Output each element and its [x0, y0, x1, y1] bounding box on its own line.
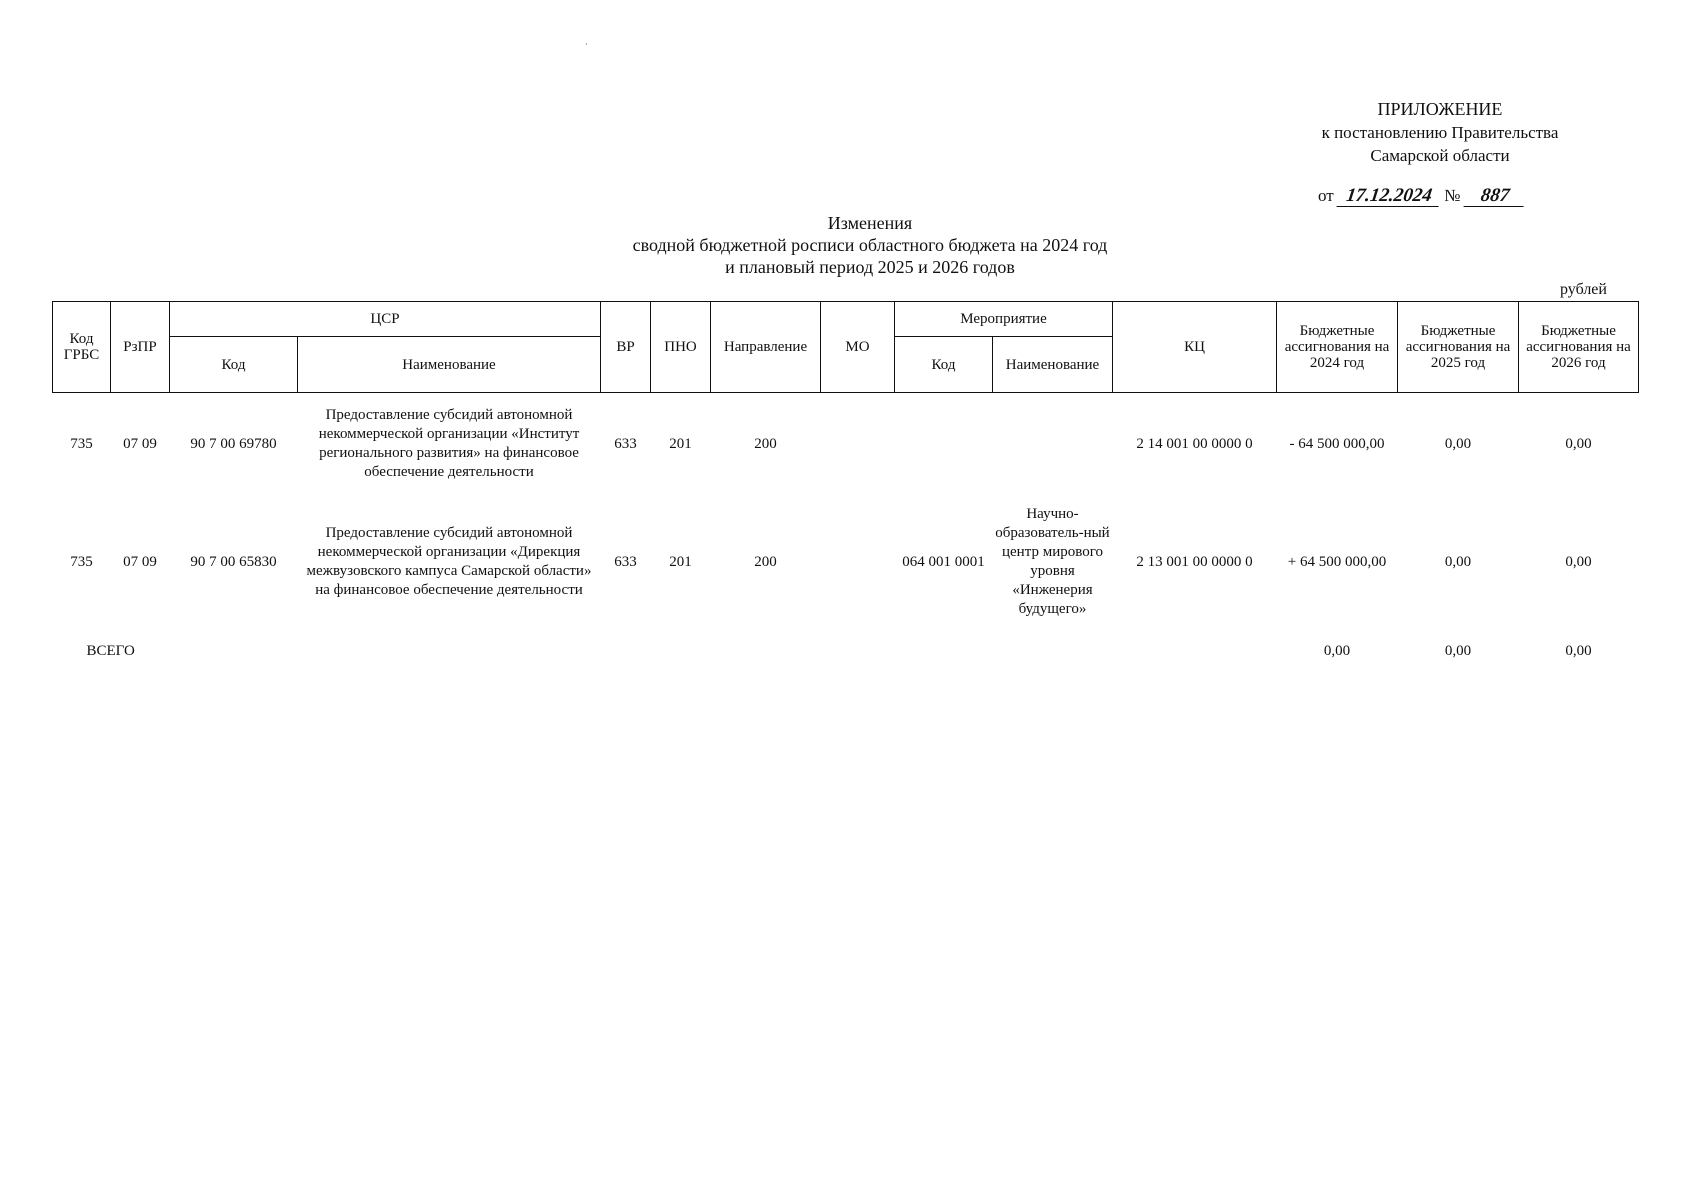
- cell-grbs: 735: [70, 435, 93, 452]
- total-budget-2025: 0,00: [1444, 642, 1472, 659]
- cell-budget-2025: 0,00: [1444, 553, 1472, 570]
- cell-vr: 633: [614, 435, 637, 452]
- header-csr-name: Наименование: [298, 337, 601, 393]
- total-budget-2026: 0,00: [1565, 642, 1592, 659]
- header-direction: Направление: [711, 302, 821, 393]
- header-budget-2026: Бюджетные ассигнования на 2026 год: [1519, 302, 1639, 393]
- cell-event-code: [895, 401, 993, 487]
- resolution-line: [1318, 186, 1525, 207]
- header-vr: ВР: [601, 302, 651, 393]
- header-pno: ПНО: [651, 302, 711, 393]
- cell-budget-2025: 0,00: [1444, 435, 1472, 452]
- appendix-title: ПРИЛОЖЕНИЕ: [1377, 99, 1503, 119]
- appendix-subtitle: к постановлению Правительства: [1321, 123, 1559, 142]
- cell-csr-code: 90 7 00 69780: [190, 435, 277, 452]
- title-line-3: и плановый период 2025 и 2026 годов: [725, 257, 1015, 277]
- budget-changes-table: [52, 301, 1639, 665]
- header-grbs: Код ГРБС: [53, 302, 111, 393]
- cell-vr: 633: [614, 553, 637, 570]
- cell-direction: 200: [754, 435, 777, 452]
- cell-budget-2024: - 64 500 000,00: [1289, 435, 1385, 452]
- table-row: [53, 487, 1639, 637]
- cell-csr-name: Предоставление субсидий автономной некоммерческой организации «Институт регионального развития» на финансовое обеспечение деятельности: [318, 407, 580, 480]
- handwritten-number: 887: [1463, 186, 1526, 207]
- cell-grbs: 735: [70, 553, 93, 570]
- header-rzpr: РзПР: [111, 302, 170, 393]
- cell-pno: 201: [669, 435, 692, 452]
- cell-budget-2026: 0,00: [1565, 435, 1592, 452]
- cell-rzpr: 07 09: [123, 435, 157, 452]
- handwritten-date: 17.12.2024: [1336, 186, 1441, 207]
- cell-kc: 2 13 001 00 0000 0: [1136, 553, 1253, 570]
- total-label: ВСЕГО: [86, 642, 135, 659]
- cell-direction: 200: [754, 553, 777, 570]
- cell-event-name: [993, 401, 1113, 487]
- number-prefix: №: [1444, 186, 1461, 205]
- header-csr-code: Код: [170, 337, 298, 393]
- header-budget-2025: Бюджетные ассигнования на 2025 год: [1398, 302, 1519, 393]
- scan-speck: ·: [585, 40, 588, 49]
- header-kc: КЦ: [1113, 302, 1277, 393]
- total-budget-2024: 0,00: [1323, 642, 1351, 659]
- table-row: [53, 401, 1639, 487]
- header-event: Мероприятие: [895, 302, 1113, 337]
- currency-unit: рублей: [1560, 281, 1607, 298]
- cell-event-name: Научно-образователь-ный центр мирового уровня «Инженерия будущего»: [995, 506, 1110, 617]
- header-mo: МО: [821, 302, 895, 393]
- cell-kc: 2 14 001 00 0000 0: [1136, 435, 1253, 452]
- header-budget-2024: Бюджетные ассигнования на 2024 год: [1277, 302, 1398, 393]
- header-csr: ЦСР: [170, 302, 601, 337]
- cell-pno: 201: [669, 553, 692, 570]
- total-row: [53, 637, 1639, 665]
- title-line-2: сводной бюджетной росписи областного бюджета на 2024 год: [632, 235, 1108, 255]
- cell-mo: [821, 487, 895, 637]
- cell-csr-code: 90 7 00 65830: [190, 553, 277, 570]
- cell-csr-name: Предоставление субсидий автономной некоммерческой организации «Дирекция межвузовского кампуса Самарской области» на финансовое обеспечение деятельности: [306, 525, 592, 598]
- appendix-block: [1290, 98, 1590, 167]
- header-event-name: Наименование: [993, 337, 1113, 393]
- appendix-region: Самарской области: [1370, 146, 1510, 165]
- cell-mo: [821, 401, 895, 487]
- document-title: [600, 212, 1140, 278]
- cell-rzpr: 07 09: [123, 553, 157, 570]
- cell-budget-2026: 0,00: [1565, 553, 1592, 570]
- title-line-1: Изменения: [827, 213, 913, 233]
- date-prefix: от: [1318, 186, 1334, 205]
- header-event-code: Код: [895, 337, 993, 393]
- cell-event-code: 064 001 0001: [902, 553, 985, 570]
- cell-budget-2024: + 64 500 000,00: [1287, 553, 1387, 570]
